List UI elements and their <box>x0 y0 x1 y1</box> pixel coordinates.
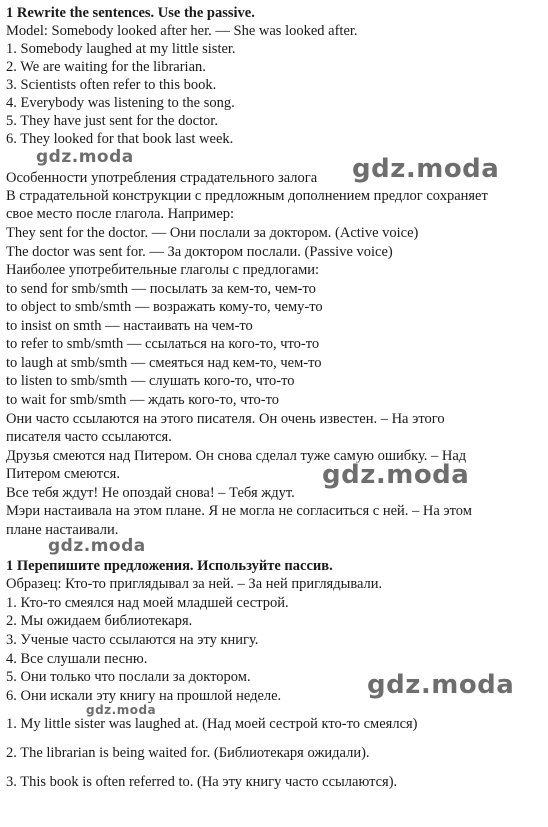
task-item-en: 1. Somebody laughed at my little sister. <box>6 41 236 57</box>
watermark: gdz.moda <box>322 460 470 490</box>
task-item-ru: 6. Они искали эту книгу на прошлой неделе. <box>6 688 282 704</box>
task-item-en: 3. Scientists often refer to this book. <box>6 77 217 93</box>
theory-line: Друзья смеются над Питером. Он снова сделал туже самую ошибку. – Над <box>6 448 467 464</box>
watermark: gdz.moda <box>86 703 157 717</box>
theory-line: The doctor was sent for. — За доктором послали. (Passive voice) <box>6 244 393 260</box>
theory-line: to send for smb/smth — посылать за кем-то, чем-то <box>6 281 316 297</box>
task-model-ru: Образец: Кто-то приглядывал за ней. – За ней приглядывали. <box>6 576 383 592</box>
task-model-en: Model: Somebody looked after her. — She was looked after. <box>6 23 358 39</box>
watermark: gdz.moda <box>36 147 134 167</box>
task-item-ru: 2. Мы ожидаем библиотекаря. <box>6 613 193 629</box>
theory-line: Питером смеются. <box>6 466 120 482</box>
theory-line: плане настаивали. <box>6 522 119 538</box>
answer-line: 1. My little sister was laughed at. (Над моей сестрой кто-то смеялся) <box>6 716 418 732</box>
watermark: gdz.moda <box>48 536 146 556</box>
theory-line: to refer to smb/smth — ссылаться на кого-то, что-то <box>6 336 320 352</box>
watermark: gdz.moda <box>352 154 500 184</box>
theory-line: Все тебя ждут! Не опоздай снова! – Тебя ждут. <box>6 485 295 501</box>
theory-line: В страдательной конструкции с предложным дополнением предлог сохраняет <box>6 188 488 204</box>
task-item-ru: 3. Ученые часто ссылаются на эту книгу. <box>6 632 259 648</box>
answer-line: 3. This book is often referred to. (На эту книгу часто ссылаются). <box>6 774 398 790</box>
theory-line: to insist on smth — настаивать на чем-то <box>6 318 253 334</box>
theory-line: Мэри настаивала на этом плане. Я не могла не согласиться с ней. – На этом <box>6 503 472 519</box>
task-item-en: 5. They have just sent for the doctor. <box>6 113 218 129</box>
theory-line: to wait for smb/smth — ждать кого-то, что-то <box>6 392 279 408</box>
theory-line: Они часто ссылаются на этого писателя. Он очень известен. – На этого <box>6 411 445 427</box>
task-item-en: 4. Everybody was listening to the song. <box>6 95 235 111</box>
theory-heading: Особенности употребления страдательного залога <box>6 170 318 186</box>
theory-line: to object to smb/smth — возражать кому-то, чему-то <box>6 299 323 315</box>
theory-line: писателя часто ссылаются. <box>6 429 172 445</box>
theory-line: свое место после глагола. Например: <box>6 206 235 222</box>
task-title-en: 1 Rewrite the sentences. Use the passive. <box>6 5 255 21</box>
task-title-ru: 1 Перепишите предложения. Используйте пассив. <box>6 558 333 574</box>
task-item-ru: 4. Все слушали песню. <box>6 651 148 667</box>
task-item-en: 6. They looked for that book last week. <box>6 131 234 147</box>
theory-line: to listen to smb/smth — слушать кого-то, что-то <box>6 373 295 389</box>
theory-line: to laugh at smb/smth — смеяться над кем-то, чем-то <box>6 355 322 371</box>
watermark: gdz.moda <box>367 670 515 700</box>
task-item-ru: 1. Кто-то смеялся над моей младшей сестрой. <box>6 595 289 611</box>
theory-line: They sent for the doctor. — Они послали за доктором. (Active voice) <box>6 225 419 241</box>
task-item-en: 2. We are waiting for the librarian. <box>6 59 206 75</box>
task-item-ru: 5. Они только что послали за доктором. <box>6 669 251 685</box>
theory-line: Наиболее употребительные глаголы с предлогами: <box>6 262 320 278</box>
answer-line: 2. The librarian is being waited for. (Библиотекаря ожидали). <box>6 745 370 761</box>
